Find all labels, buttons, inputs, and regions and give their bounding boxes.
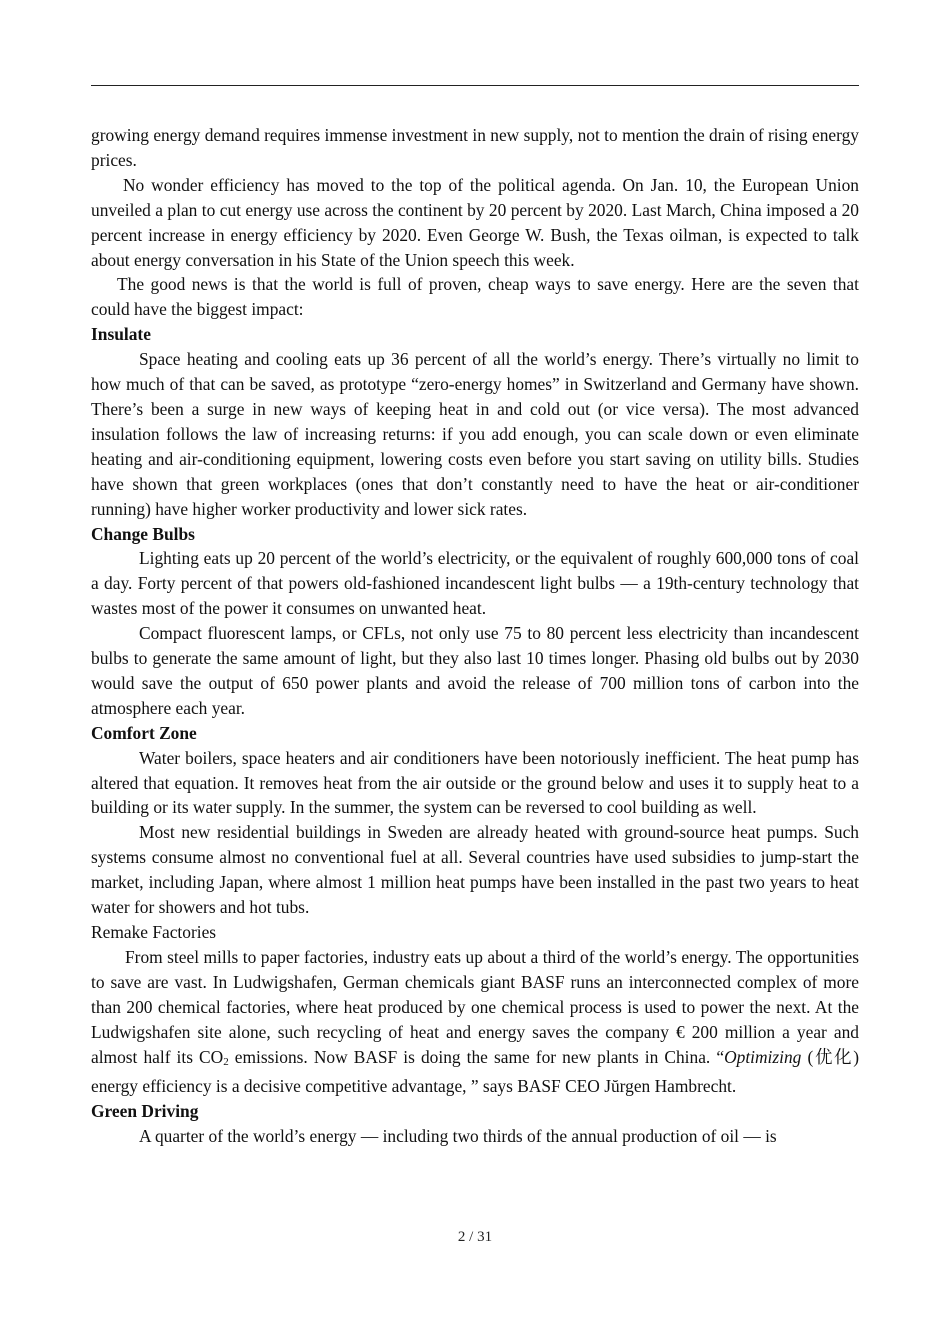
- remake-factories-text-b: emissions. Now BASF is doing the same for new plants in China. “: [228, 1046, 725, 1067]
- change-bulbs-paragraph-1: Lighting eats up 20 percent of the world’s electricity, or the equivalent of roughly 600,000 tons of coal a day. Forty percent of that powers old-fashioned incandescent light bulbs — a 19th-century technology that wastes most of the power it consumes on unwanted heat.: [91, 548, 859, 619]
- intro-paragraph-2: No wonder efficiency has moved to the top of the political agenda. On Jan. 10, the European Union unveiled a plan to cut energy use across the continent by 20 percent by 2020. Last March, China imposed a 20 percent increase in energy efficiency by 2020. Even George W. Bush, the Texas oilman, is expected to talk about energy conversation in his State of the Union speech this week.: [91, 174, 859, 270]
- insulate-paragraph-1: Space heating and cooling eats up 36 percent of all the world’s energy. There’s virtually no limit to how much of that can be saved, as prototype “zero-energy homes” in Switzerland and Germany have shown. There’s been a surge in new ways of keeping heat in and cold out (or vice versa). The most advanced insulation follows the law of increasing returns: if you add enough, you can scale down or even eliminate heating and air-conditioning equipment, lowering costs even before you start saving on utility bills. Studies have shown that green workplaces (ones that don’t constantly need to have the heat or air-conditioner running) have higher worker productivity and lower sick rates.: [91, 349, 859, 519]
- section-heading-insulate: Insulate: [91, 324, 151, 345]
- optimizing-italic: Optimizing: [724, 1046, 802, 1067]
- intro-paragraph-1: growing energy demand requires immense investment in new supply, not to mention the drain of rising energy prices.: [91, 125, 859, 170]
- remake-factories-paragraph-1: [91, 945, 859, 1099]
- comfort-zone-paragraph-1: Water boilers, space heaters and air conditioners have been notoriously inefficient. The heat pump has altered that equation. It removes heat from the air outside or the ground below and uses it to supply heat to a building or its water supply. In the summer, the system can be reversed to cool building as well.: [91, 747, 859, 818]
- section-heading-change-bulbs: Change Bulbs: [91, 523, 195, 544]
- comfort-zone-paragraph-2: Most new residential buildings in Sweden are already heated with ground-source heat pumps. Such systems consume almost no conventional fuel at all. Several countries have used subsidies to jump-start the market, including Japan, where almost 1 million heat pumps have been installed in the past two years to heat water for showers and hot tubs.: [91, 822, 859, 918]
- section-heading-green-driving: Green Driving: [91, 1101, 199, 1122]
- remake-factories-text-c: (优化) energy efficiency is a decisive competitive advantage, ” says BASF CEO Jŭrgen Hambrecht.: [91, 1046, 860, 1097]
- change-bulbs-paragraph-2: Compact fluorescent lamps, or CFLs, not only use 75 to 80 percent less electricity than incandescent bulbs to generate the same amount of light, but they also last 10 times longer. Phasing old bulbs out by 2030 would save the output of 650 power plants and avoid the release of 700 million tons of carbon into the atmosphere each year.: [91, 623, 859, 718]
- section-heading-remake-factories: Remake Factories: [91, 922, 217, 942]
- header-rule: [91, 85, 859, 86]
- page-number: 2 / 31: [457, 1229, 493, 1245]
- section-heading-comfort-zone: Comfort Zone: [91, 722, 197, 743]
- remake-factories-text-a: From steel mills to paper factories, industry eats up about a third of the world’s energy. The opportunities to save are vast. In Ludwigshafen, German chemicals giant BASF runs an interconnected complex of more than 200 chemical factories, where heat produced by one chemical process is used to power the next. At the Ludwigshafen site alone, such recycling of heat and energy saves the company € 200 million a year and almost half its CO: [91, 946, 859, 1067]
- co2-subscript: 2: [223, 1055, 229, 1068]
- green-driving-paragraph-1: A quarter of the world’s energy — including two thirds of the annual production of oil — is: [139, 1126, 777, 1147]
- intro-paragraph-3: The good news is that the world is full of proven, cheap ways to save energy. Here are the seven that could have the biggest impact:: [91, 274, 859, 320]
- document-body: [91, 123, 859, 1149]
